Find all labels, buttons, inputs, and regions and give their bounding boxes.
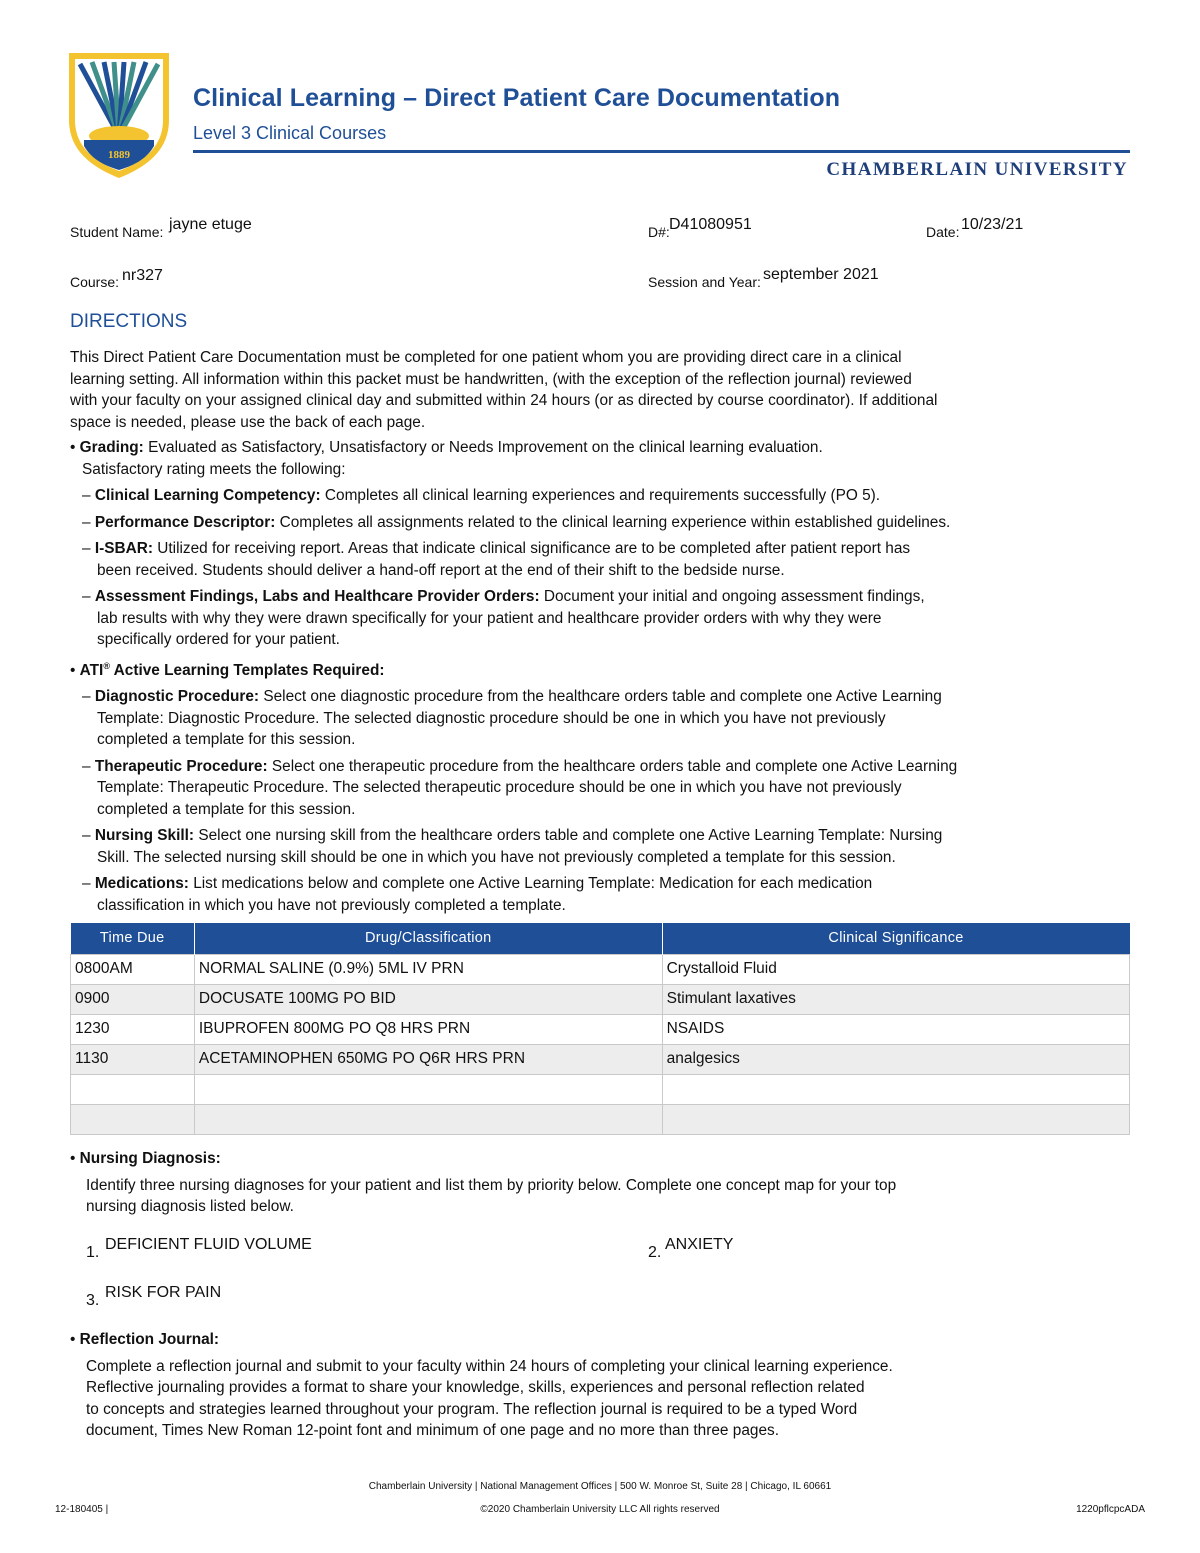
nursing-diagnosis-text: Identify three nursing diagnoses for your patient and list them by priority below. Complete one concept map for your top [86, 1176, 897, 1194]
af-item: – Assessment Findings, Labs and Healthcare Provider Orders: Document your initial and ongoing assessment findings, [82, 588, 925, 605]
student-name-label: Student Name: [70, 224, 164, 240]
student-name-value: jayne etuge [169, 216, 252, 233]
header-time-due: Time Due [71, 923, 195, 954]
footer-right-code: 1220pflcpcADA [1076, 1504, 1145, 1515]
dp-label: Diagnostic Procedure: [94, 688, 260, 706]
id-label: D#: [648, 224, 670, 240]
ns-item: – Nursing Skill: Select one nursing skill from the healthcare orders table and complete one Active Learning Template: Nursing [82, 827, 943, 845]
significance-cell: NSAIDS [662, 1014, 1129, 1044]
drug-cell: DOCUSATE 100MG PO BID [194, 984, 662, 1014]
tp-label: Therapeutic Procedure: [94, 757, 268, 775]
ati-label-rest: Active Learning Templates Required: [109, 661, 385, 679]
tp-text: Select one therapeutic procedure from the healthcare orders table and complete one Active Learning [267, 757, 958, 775]
session-value: september 2021 [763, 266, 879, 283]
university-shield-logo [66, 50, 172, 180]
table-row [71, 954, 1130, 984]
directions-intro [70, 347, 937, 433]
document-title: Clinical Learning – Direct Patient Care Documentation [193, 84, 841, 112]
ns-text: Select one nursing skill from the healthcare orders table and complete one Active Learning Template: Nursing [194, 827, 943, 845]
med-item: – Medications: List medications below and complete one Active Learning Template: Medication for each medication [82, 875, 873, 893]
isbar-label: I-SBAR: [94, 540, 153, 557]
course-label: Course: [70, 274, 120, 290]
significance-cell [662, 1104, 1129, 1134]
med-label: Medications: [94, 875, 189, 893]
time-cell: 1130 [71, 1044, 195, 1074]
diagnosis-3: RISK FOR PAIN [105, 1284, 222, 1301]
drug-cell: IBUPROFEN 800MG PO Q8 HRS PRN [194, 1014, 662, 1044]
intro-line: with your faculty on your assigned clinical day and submitted within 24 hours (or as directed by course coordinator). If additional [70, 392, 938, 409]
dp-text-2: Template: Diagnostic Procedure. The selected diagnostic procedure should be one in which you have not previously [97, 709, 886, 727]
table-row [71, 1044, 1130, 1074]
significance-cell [662, 1074, 1129, 1104]
table-header-row [71, 923, 1130, 954]
directions-heading: DIRECTIONS [70, 311, 188, 332]
grading-item: • Grading: Evaluated as Satisfactory, Unsatisfactory or Needs Improvement on the clinical learning evaluation. [70, 439, 823, 456]
header-clinical-significance: Clinical Significance [662, 923, 1129, 954]
dp-text-3: completed a template for this session. [97, 731, 356, 749]
diagnosis-number-1: 1. [86, 1244, 100, 1261]
significance-cell: analgesics [662, 1044, 1129, 1074]
tp-text-3: completed a template for this session. [97, 800, 356, 818]
university-wordmark: CHAMBERLAIN UNIVERSITY [826, 159, 1128, 180]
dp-item: – Diagnostic Procedure: Select one diagnostic procedure from the healthcare orders table and complete one Active Learning [82, 688, 942, 706]
time-cell: 0800AM [71, 954, 195, 984]
date-label: Date: [926, 224, 960, 240]
tp-text-2: Template: Therapeutic Procedure. The selected therapeutic procedure should be one in which you have not previously [97, 779, 902, 797]
reflection-line: Complete a reflection journal and submit to your faculty within 24 hours of completing your clinical learning experience. [86, 1357, 893, 1375]
med-text: List medications below and complete one Active Learning Template: Medication for each medication [188, 875, 873, 893]
session-label: Session and Year: [648, 274, 761, 290]
significance-cell: Crystalloid Fluid [662, 954, 1129, 984]
ns-label: Nursing Skill: [94, 827, 195, 845]
registered-mark: ® [103, 660, 110, 671]
reflection-journal-section [70, 1329, 893, 1442]
reflection-heading: • Reflection Journal: [70, 1331, 220, 1348]
dp-text: Select one diagnostic procedure from the healthcare orders table and complete one Active Learning [259, 688, 942, 706]
nursing-diagnosis-label: Nursing Diagnosis: [79, 1150, 221, 1167]
reflection-line: document, Times New Roman 12-point font and minimum of one page and no more than three pages. [86, 1422, 779, 1439]
table-row [71, 1014, 1130, 1044]
diagnosis-number-3: 3. [86, 1292, 100, 1309]
af-text: Document your initial and ongoing assessment findings, [539, 588, 925, 605]
clc-item: – Clinical Learning Competency: Completes all clinical learning experiences and requirements successfully (PO 5). [82, 487, 881, 504]
header-drug-classification: Drug/Classification [194, 923, 662, 954]
medications-table [70, 923, 1130, 1135]
pd-text: Completes all assignments related to the clinical learning experience within established guidelines. [275, 513, 951, 531]
ns-text-2: Skill. The selected nursing skill should be one in which you have not previously completed a template for this session. [97, 848, 896, 866]
table-row [71, 984, 1130, 1014]
grading-label: Grading: [79, 439, 144, 456]
drug-cell [194, 1074, 662, 1104]
time-cell: 1230 [71, 1014, 195, 1044]
directions-requirements [70, 437, 957, 916]
table-row [71, 1074, 1130, 1104]
clc-label: Clinical Learning Competency: [94, 487, 321, 504]
table-row [71, 1104, 1130, 1134]
footer-left-code: 12-180405 | [55, 1504, 109, 1515]
isbar-text-2: been received. Students should deliver a hand-off report at the end of their shift to the bedside nurse. [97, 561, 785, 579]
footer-copyright: ©2020 Chamberlain University LLC All rights reserved [480, 1504, 720, 1515]
logo-year-text: 1889 [108, 149, 130, 161]
intro-line: learning setting. All information within this packet must be handwritten, (with the exception of the reflection journal) reviewed [70, 370, 912, 388]
tp-item: – Therapeutic Procedure: Select one therapeutic procedure from the healthcare orders table and complete one Active Learning [82, 757, 958, 775]
ati-label: ATI [79, 661, 104, 679]
header-rule [193, 150, 1130, 153]
nursing-diagnosis-text-2: nursing diagnosis listed below. [86, 1198, 294, 1215]
time-cell [71, 1074, 195, 1104]
intro-line: This Direct Patient Care Documentation must be completed for one patient whom you are providing direct care in a clinical [70, 349, 902, 366]
drug-cell [194, 1104, 662, 1134]
med-text-2: classification in which you have not previously completed a template. [97, 896, 566, 914]
grading-text-2: Satisfactory rating meets the following: [82, 460, 346, 478]
clc-text: Completes all clinical learning experiences and requirements successfully (PO 5). [320, 487, 881, 504]
isbar-text: Utilized for receiving report. Areas that indicate clinical significance are to be completed after patient report has [152, 540, 911, 557]
af-text-2: lab results with why they were drawn specifically for your patient and healthcare provider orders with why they were [97, 609, 882, 627]
reflection-line: to concepts and strategies learned throughout your program. The reflection journal is required to be a typed Word [86, 1400, 858, 1418]
course-value: nr327 [122, 267, 163, 284]
significance-cell: Stimulant laxatives [662, 984, 1129, 1014]
diagnosis-number-2: 2. [648, 1244, 662, 1261]
footer-address: Chamberlain University | National Management Offices | 500 W. Monroe St, Suite 28 | Chicago, IL 60661 [368, 1481, 832, 1492]
diagnosis-1: DEFICIENT FLUID VOLUME [105, 1236, 312, 1253]
pd-item: – Performance Descriptor: Completes all assignments related to the clinical learning experience within established guidelines. [82, 513, 951, 531]
af-label: Assessment Findings, Labs and Healthcare Provider Orders: [94, 588, 540, 605]
intro-line: space is needed, please use the back of each page. [70, 413, 426, 431]
af-text-3: specifically ordered for your patient. [97, 631, 340, 648]
time-cell [71, 1104, 195, 1134]
reflection-line: Reflective journaling provides a format to share your knowledge, skills, experiences and personal reflection related [86, 1379, 865, 1396]
pd-label: Performance Descriptor: [94, 513, 276, 531]
document-subtitle: Level 3 Clinical Courses [193, 123, 387, 143]
date-value: 10/23/21 [961, 216, 1024, 233]
grading-text: Evaluated as Satisfactory, Unsatisfactory or Needs Improvement on the clinical learning evaluation. [143, 439, 823, 456]
time-cell: 0900 [71, 984, 195, 1014]
drug-cell: NORMAL SALINE (0.9%) 5ML IV PRN [194, 954, 662, 984]
diagnosis-2: ANXIETY [665, 1236, 734, 1253]
nursing-diagnosis-section [70, 1148, 896, 1218]
isbar-item: – I-SBAR: Utilized for receiving report. Areas that indicate clinical significance are to be completed after patient report has [82, 540, 911, 557]
nursing-diagnosis-heading: • Nursing Diagnosis: [70, 1150, 221, 1167]
ati-item: • ATI® Active Learning Templates Required: [70, 660, 385, 679]
drug-cell: ACETAMINOPHEN 650MG PO Q6R HRS PRN [194, 1044, 662, 1074]
reflection-label: Reflection Journal: [79, 1331, 220, 1348]
id-value: D41080951 [669, 216, 752, 233]
